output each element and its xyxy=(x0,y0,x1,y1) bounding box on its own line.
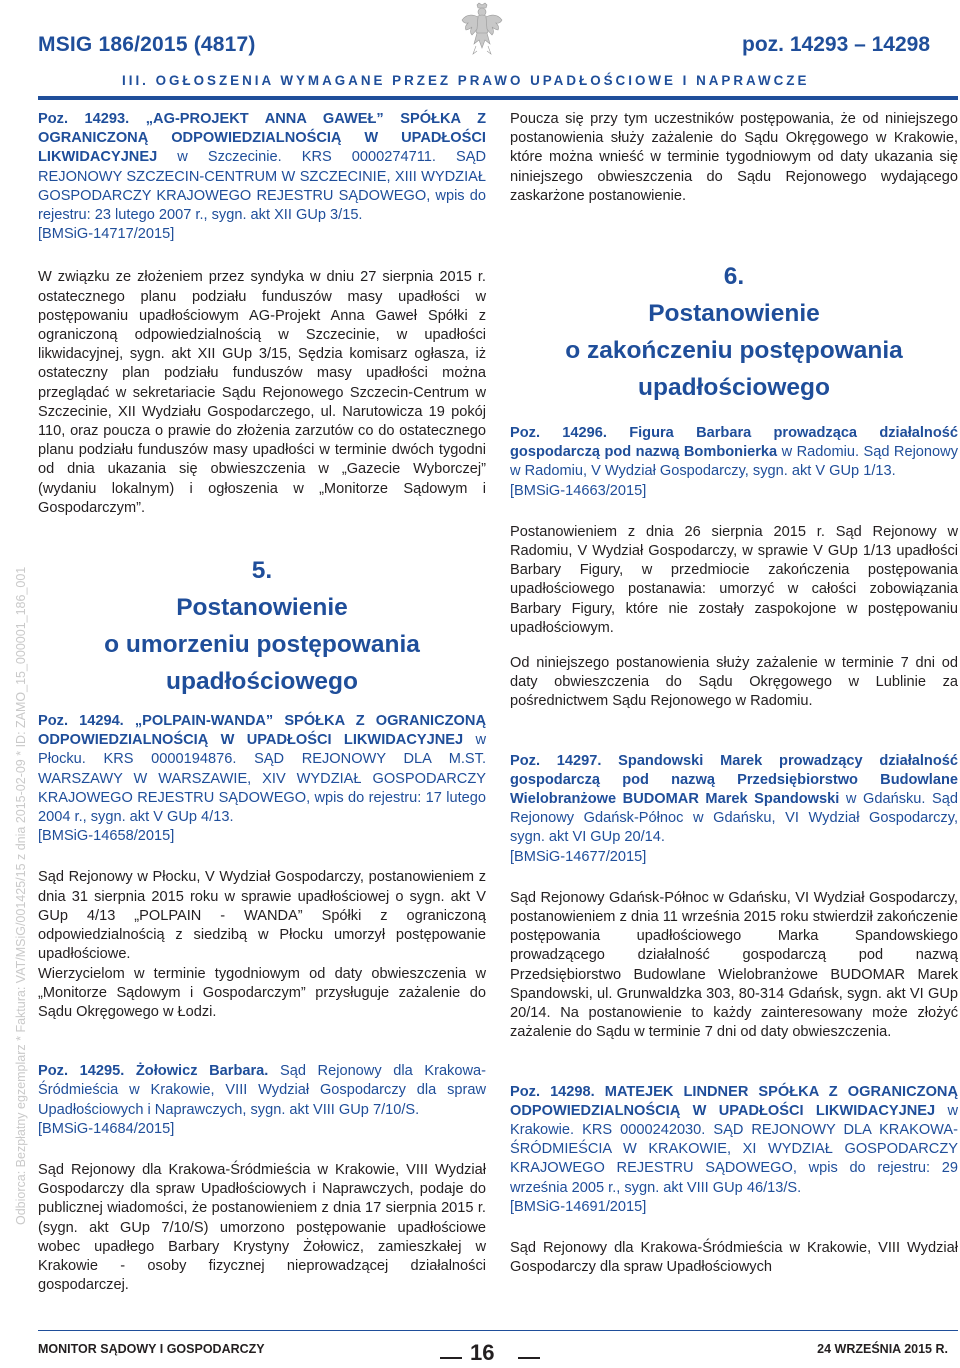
reference-14293: [BMSiG-14717/2015] xyxy=(38,226,175,243)
registry-info: w Szczecinie. KRS 0000274711. SĄD REJONOWY SZCZECIN-CENTRUM W SZCZECINIE, XIII WYDZIAŁ GOSPODARCZY KRAJOWEGO REJESTRU SĄDOWEGO, wpis do rejestru: 23 lutego 2007 r., sygn. akt XII GUp 3/15. xyxy=(38,149,486,224)
heading-number: 5. xyxy=(251,557,273,585)
entity-name: MATEJEK LINDNER SPÓŁKA Z OGRANICZONĄ ODPOWIEDZIALNOŚCIĄ W UPADŁOŚCI LIKWIDACYJNEJ xyxy=(510,1083,958,1119)
heading-line-1: Postanowienie xyxy=(176,594,348,622)
notice-14297-body: Sąd Rejonowy Gdańsk-Północ w Gdańsku, VI Wydział Gospodarczy, postanowieniem z dnia 11 września 2015 roku stwierdził zakończenie postępowania upadłościowego Marka Spandowskiego prowadzącego działalność gospodarczą pod nazwą Przedsiębiorstwo Budowlane Wielobranżowe BUDOMAR Marek Spandowski, ul. Grunwaldzka 303, 80-314 Gdańsk, sygn. akt VI GUp 20/14. Na postanowienie to każdy zainteresowany może złożyć zażalenie do Sądu w terminie 7 dni od daty obwieszczenia. xyxy=(510,889,958,1041)
header-rule xyxy=(38,96,958,100)
reference-14295: [BMSiG-14684/2015] xyxy=(38,1120,175,1137)
notice-14296-header xyxy=(510,424,958,482)
notice-14296-body-2: Od niniejszego postanowienia służy zażalenie w terminie 7 dni od daty obwieszczenia do Sądu Okręgowego w Lublinie za pośrednictwem Sądu Rejonowego w Radomiu. xyxy=(510,655,958,710)
notice-14295-header xyxy=(38,1062,486,1120)
position-number: Poz. 14295. xyxy=(38,1063,125,1080)
registry-info: w Krakowie. KRS 0000242030. SĄD REJONOWY DLA KRAKOWA-ŚRÓDMIEŚCIA W KRAKOWIE, XI WYDZIAŁ GOSPODARCZY KRAJOWEGO REJESTRU SĄDOWEGO, wpis do rejestru: 29 września 2005 r., sygn. akt VIII GUp 46/13/S. xyxy=(510,1102,958,1196)
reference-14297: [BMSiG-14677/2015] xyxy=(510,848,647,865)
page-number: 16 xyxy=(470,1340,495,1365)
reference-14296: [BMSiG-14663/2015] xyxy=(510,482,647,499)
page-dash-right xyxy=(518,1357,540,1359)
notice-14294-body-2: Wierzycielom w terminie tygodniowym od daty obwieszczenia w „Monitorze Sądowym i Gospodarczym” przysługuje zażalenie do Sądu Okręgowego w Łodzi. xyxy=(38,965,486,1020)
notice-14296-body-1: Postanowieniem z dnia 26 sierpnia 2015 r. Sąd Rejonowy w Radomiu, V Wydział Gospodarczy, w sprawie V GUp 1/13 upadłości Barbary Figury, w przedmiocie zakończenia postępowania upadłościowego postanawia: umorzyć w całości zobowiązania Barbary Figury, które nie zostały zaspokojone w postępowaniu upadłościowym. xyxy=(510,523,958,636)
positions-range: poz. 14293 – 14298 xyxy=(742,33,930,56)
page-dash-left xyxy=(440,1357,462,1359)
right-column xyxy=(510,110,958,1293)
position-number: Poz. 14294. xyxy=(38,713,124,730)
polish-eagle-emblem-icon xyxy=(460,2,504,58)
heading-line-1: Postanowienie xyxy=(648,300,820,328)
position-number: Poz. 14298. xyxy=(510,1083,595,1100)
registry-info: Sąd Rejonowy dla Krakowa-Śródmieścia w Krakowie, VIII Wydział Gospodarczy dla spraw Upadłościowych i Naprawczych, sygn. akt VIII GUp 7/10/S. xyxy=(38,1063,486,1118)
position-number: Poz. 14296. xyxy=(510,425,607,442)
notice-14293-header xyxy=(38,110,486,225)
heading-number: 6. xyxy=(723,263,745,291)
position-number: Poz. 14293. xyxy=(38,111,130,127)
heading-line-3: upadłościowego xyxy=(166,668,358,696)
footer-date: 24 WRZEŚNIA 2015 R. xyxy=(817,1342,948,1356)
notice-14297-header xyxy=(510,752,958,848)
notice-14298-header xyxy=(510,1083,958,1198)
footer-publication: MONITOR SĄDOWY I GOSPODARCZY xyxy=(38,1342,265,1356)
section-heading-5 xyxy=(38,552,486,700)
position-number: Poz. 14297. xyxy=(510,752,602,769)
notice-14294-body-1: Sąd Rejonowy w Płocku, V Wydział Gospodarczy, postanowieniem z dnia 31 sierpnia 2015 roku w sprawie upadłościowej o sygn. akt V GUp 4/13 „POLPAIN - WANDA” Spółki z ograniczoną odpowiedzialnością z siedzibą w Płocku umorzył postępowanie upadłościowe. xyxy=(38,869,486,963)
entity-name: Żołowicz Barbara. xyxy=(135,1063,269,1080)
journal-issue: MSIG 186/2015 (4817) xyxy=(38,33,256,56)
notice-14295-body: Sąd Rejonowy dla Krakowa-Śródmieścia w Krakowie, VIII Wydział Gospodarczy dla spraw Upadłościowych i Naprawczych, podaje do publicznej wiadomości, że postanowieniem z dnia 17 sierpnia 2015 r. (sygn. akt GUp 7/10/S) umorzono postępowanie upadłościowe wobec upadłego Barbary Krystyny Żołowicz, zamieszkałej w Krakowie - osoby fizycznej nieprowadzącej działalności gospodarczej. xyxy=(38,1161,486,1294)
registry-info: w Gdańsku. Sąd Rejonowy Gdańsk-Północ w Gdańsku, VI Wydział Gospodarczy, sygn. akt VI GUp 20/14. xyxy=(510,791,958,846)
entity-name: „POLPAIN-WANDA” SPÓŁKA Z OGRANICZONĄ ODPOWIEDZIALNOŚCIĄ W UPADŁOŚCI LIKWIDACYJNEJ xyxy=(38,713,486,749)
heading-line-3: upadłościowego xyxy=(638,374,830,402)
entity-name: Figura Barbara prowadząca działalność gospodarczą pod nazwą Bombonierka xyxy=(510,425,958,461)
left-column xyxy=(38,110,486,1311)
notice-14298-body: Sąd Rejonowy dla Krakowa-Śródmieścia w Krakowie, VIII Wydział Gospodarczy dla spraw Upadłościowych xyxy=(510,1239,958,1276)
notice-14293-body: W związku ze złożeniem przez syndyka w dniu 27 sierpnia 2015 r. ostatecznego planu podziału funduszów masy upadłości w postępowaniu upadłościowym AG-Projekt Anna Gaweł Spółki z ograniczoną odpowiedzialnością w Szczecinie, w upadłości likwidacyjnej, sygn. akt XII GUp 3/15, Sędzia komisarz ogłasza, iż ostateczny plan podziału funduszów masy upadłości można przeglądać w sekretariacie Sądu Rejonowego Szczecin-Centrum w Szczecinie, XII Wydziału Gospodarczego, ul. Narutowicza 19 pokój 110, oraz poucza o prawie do złożenia zarzutów co do ostatecznego planu podziału funduszów masy upadłości w terminie dwóch tygodni od dnia ukazania się obwieszczenia w „Gazecie Wyborczej” (wydaniu lokalnym) i ogłoszenia w „Monitorze Sądowym i Gospodarczym”. xyxy=(38,269,486,516)
vertical-watermark xyxy=(0,0,28,1368)
entity-name: „AG-PROJEKT ANNA GAWEŁ” SPÓŁKA Z OGRANICZONĄ ODPOWIEDZIALNOŚCIĄ W UPADŁOŚCI LIKWIDACYJNEJ xyxy=(38,111,486,166)
registry-info: w Płocku. KRS 0000194876. SĄD REJONOWY DLA M.ST. WARSZAWY W WARSZAWIE, XIV WYDZIAŁ GOSPODARCZY KRAJOWEGO REJESTRU SĄDOWEGO, wpis do rejestru: 17 lutego 2004 r., sygn. akt V GUp 4/13. xyxy=(38,732,486,826)
reference-14298: [BMSiG-14691/2015] xyxy=(510,1198,647,1215)
watermark-text: Odbiorca: Bezpłatny egzemplarz * Faktura: VAT/MSiG/001425/15 z dnia 2015-02-09 * ID: ZAMO_15_000001_186_001 xyxy=(14,566,28,1225)
section-title: III. OGŁOSZENIA WYMAGANE PRZEZ PRAWO UPADŁOŚCIOWE I NAPRAWCZE xyxy=(122,73,810,88)
section-heading-6 xyxy=(510,258,958,406)
notice-14295-appeal: Poucza się przy tym uczestników postępowania, że od niniejszego postanowienia służy zażalenie do Sądu Okręgowego w Krakowie, które można wnieść w terminie tygodniowym od daty ukazania się niniejszego obwieszczenia do Sądu Rejonowego wydającego zaskarżone postanowienie. xyxy=(510,111,958,204)
reference-14294: [BMSiG-14658/2015] xyxy=(38,828,175,845)
footer-rule xyxy=(38,1330,958,1331)
heading-line-2: o zakończeniu postępowania xyxy=(565,337,903,365)
registry-info: w Radomiu. Sąd Rejonowy w Radomiu, V Wydział Gospodarczy, sygn. akt V GUp 1/13. xyxy=(510,444,958,480)
entity-name: Spandowski Marek prowadzący działalność gospodarczą pod nazwą Przedsiębiorstwo Budowlane Wielobranżowe BUDOMAR Marek Spandowski xyxy=(510,752,958,808)
heading-line-2: o umorzeniu postępowania xyxy=(104,631,420,659)
notice-14294-header xyxy=(38,712,486,827)
